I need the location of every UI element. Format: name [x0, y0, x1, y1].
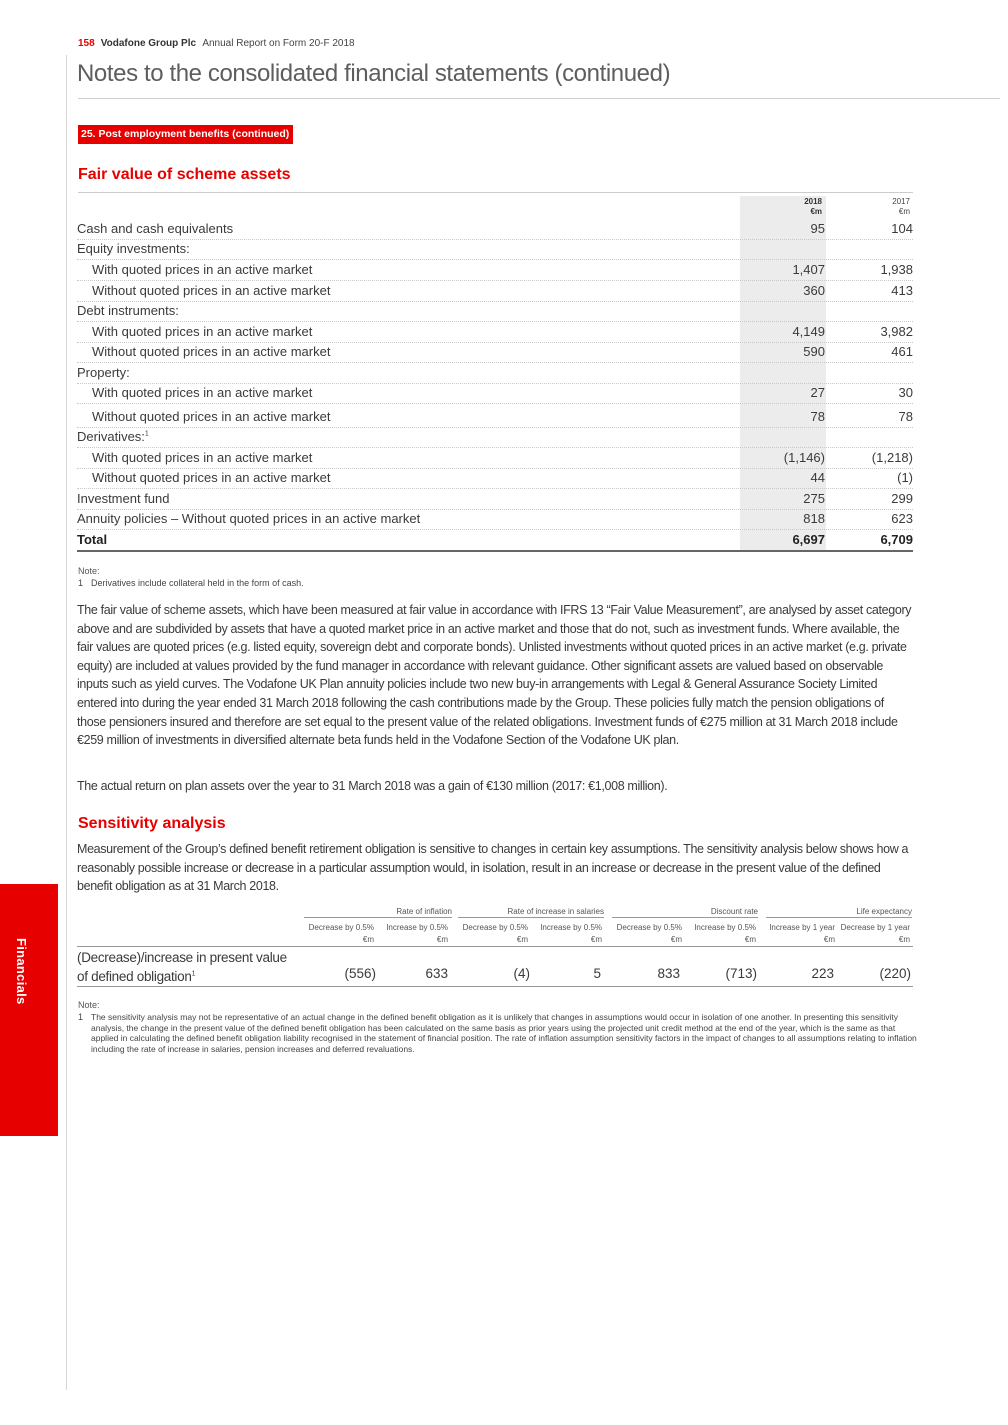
table-row	[77, 427, 913, 448]
sensitivity-heading: Sensitivity analysis	[78, 815, 226, 832]
sensitivity-value: 5	[593, 966, 601, 981]
row-label	[77, 427, 149, 447]
value-2018: 44	[810, 470, 825, 485]
subcol-label: Decrease by 0.5%	[308, 923, 374, 932]
subcol-header	[612, 922, 682, 946]
value-2018: 590	[803, 344, 825, 359]
subcol-header	[304, 922, 374, 946]
subcol-label: Increase by 0.5%	[540, 923, 602, 932]
col-2017-year: 2017	[892, 197, 910, 206]
value-2017: 623	[891, 511, 913, 526]
report-name: Annual Report on Form 20-F 2018	[202, 38, 355, 49]
subcol-label: Decrease by 1 year	[840, 923, 910, 932]
subcol-header	[458, 922, 528, 946]
value-2017: (1,218)	[871, 450, 913, 465]
table-row	[77, 342, 913, 363]
sensitivity-note-label: Note:	[78, 1000, 100, 1010]
assets-note-text: Derivatives include collateral held in the form of cash.	[91, 578, 304, 588]
subcol-label: Increase by 0.5%	[694, 923, 756, 932]
value-2018: 1,407	[792, 262, 825, 277]
value-2018: 95	[810, 221, 825, 236]
return-paragraph: The actual return on plan assets over the year to 31 March 2018 was a gain of €130 million (2017: €1,008 million).	[77, 779, 668, 793]
table-row	[77, 239, 913, 260]
subcol-unit: €m	[823, 935, 835, 944]
value-2018: 6,697	[792, 532, 825, 547]
col-2018-header	[764, 197, 822, 217]
value-2018: 818	[803, 511, 825, 526]
row-label: Annuity policies – Without quoted prices in an active market	[77, 511, 421, 526]
assets-note-number: 1	[78, 578, 84, 588]
subcol-unit: €m	[436, 935, 448, 944]
subcol-unit: €m	[516, 935, 528, 944]
subcol-unit: €m	[362, 935, 374, 944]
section-side-tab	[0, 884, 58, 1136]
table-row	[77, 383, 913, 404]
row-label: Equity investments:	[77, 241, 190, 256]
subcol-unit: €m	[898, 935, 910, 944]
row-label: Cash and cash equivalents	[77, 221, 234, 236]
section-tag: 25. Post employment benefits (continued)	[78, 125, 293, 144]
sensitivity-value: 223	[811, 966, 834, 981]
subcol-unit: €m	[744, 935, 756, 944]
row-label: Without quoted prices in an active market	[92, 344, 331, 359]
company-name: Vodafone Group Plc	[100, 38, 197, 49]
assets-heading-rule	[78, 192, 913, 193]
row-label: Property:	[77, 365, 130, 380]
table-row	[77, 219, 913, 240]
side-tab-label: Financials	[14, 938, 29, 1005]
assets-note-label: Note:	[78, 566, 100, 576]
value-2017: 6,709	[880, 532, 913, 547]
title-divider	[78, 98, 1000, 99]
sensitivity-value: (556)	[344, 966, 376, 981]
assets-paragraph: The fair value of scheme assets, which have been measured at fair value in accordance with IFRS 13 “Fair Value Measurement”, are analysed by asset category above and are subdivided by assets that have a quoted market price in an active market and those that do not, such as investment funds. Where available, the fair values are quoted prices (e.g. listed equity, sovereign debt and corporate bonds). Unlisted investments without quoted prices in an active market (e.g. private equity) are included at values provided by the fund manager in accordance with relevant guidance. Other significant assets are valued based on observable inputs such as yield curves. The Vodafone UK Plan annuity policies include two new buy-in arrangements with Legal & General Assurance Society Limited entered into during the year ended 31 March 2018 following the cash contributions made by the Group. These policies fully match the pension obligations of those pensioners insured and therefore are set equal to the present value of the related obligations. Investment funds of €275 million at 31 March 2018 include €259 million of investments in diversified alternate beta funds held in the Vodafone Section of the Vodafone UK plan.	[77, 603, 912, 748]
sensitivity-note-number: 1	[78, 1012, 84, 1022]
sensitivity-intro: Measurement of the Group’s defined benefit retirement obligation is sensitive to changes in certain key assumptions. The sensitivity analysis below shows how a reasonably possible increase or decrease in a particular assumption would, in isolation, result in an increase or decrease in the present value of the defined benefit obligation as at 31 March 2018.	[77, 842, 909, 894]
row-label: Without quoted prices in an active market	[92, 470, 331, 485]
value-2018: 4,149	[792, 324, 825, 339]
value-2017: (1)	[897, 470, 913, 485]
table-row	[77, 468, 913, 489]
sensitivity-value: (220)	[879, 966, 911, 981]
row-label: With quoted prices in an active market	[92, 324, 313, 339]
running-header	[78, 38, 355, 49]
table-row	[77, 281, 913, 302]
page-title: Notes to the consolidated financial statements (continued)	[77, 60, 671, 87]
value-2017: 461	[891, 344, 913, 359]
table-row	[77, 489, 913, 510]
subcol-label: Increase by 0.5%	[386, 923, 448, 932]
table-row	[77, 509, 913, 530]
total-row	[77, 530, 913, 552]
value-2017: 3,982	[880, 324, 913, 339]
assets-heading: Fair value of scheme assets	[78, 166, 291, 183]
row-label: Debt instruments:	[77, 303, 179, 318]
sensitivity-row-divider	[77, 946, 913, 947]
subcol-label: Increase by 1 year	[769, 923, 835, 932]
col-2017-unit: €m	[898, 207, 910, 216]
sensitivity-value: 833	[657, 966, 680, 981]
table-row	[77, 301, 913, 322]
group-rate-of-salaries: Rate of increase in salaries	[458, 906, 604, 918]
subcol-label: Decrease by 0.5%	[462, 923, 528, 932]
sensitivity-value: 633	[425, 966, 448, 981]
table-row	[77, 322, 913, 343]
row-label: With quoted prices in an active market	[92, 262, 313, 277]
row-label: Without quoted prices in an active market	[92, 283, 331, 298]
page-number: 158	[78, 38, 95, 49]
subcol-unit: €m	[590, 935, 602, 944]
row-label-line2-wrap	[77, 967, 287, 986]
row-label: Without quoted prices in an active market	[92, 409, 331, 424]
col-2018-year: 2018	[804, 197, 822, 206]
value-2017: 299	[891, 491, 913, 506]
row-label-line1: (Decrease)/increase in present value	[77, 950, 287, 965]
sensitivity-value: (713)	[725, 966, 757, 981]
value-2017: 78	[898, 409, 913, 424]
row-label: Total	[77, 532, 108, 547]
derivatives-label: Derivatives:	[77, 429, 145, 444]
table-row	[77, 407, 913, 428]
row-label: With quoted prices in an active market	[92, 385, 313, 400]
subcol-header	[534, 922, 602, 946]
value-2017: 30	[898, 385, 913, 400]
sensitivity-note-text: The sensitivity analysis may not be representative of an actual change in the defined benefit obligation as it is unlikely that changes in assumptions would occur in isolation of one another. In presenting this sensitivity analysis, the change in the present value of the defined benefit obligation has been calculated on the same basis as prior years using the projected unit credit method at the end of the year, which is the same as that applied in calculating the defined benefit obligation liability recognised in the statement of financial position. The rate of inflation assumption sensitivity factors in the impact of changes to all assumptions relating to inflation including the rate of increase in salaries, pension increases and deferred revaluations.	[91, 1012, 917, 1054]
row-label: With quoted prices in an active market	[92, 450, 313, 465]
footnote-marker: 1	[144, 430, 149, 438]
value-2018: 78	[810, 409, 825, 424]
subcol-header	[688, 922, 756, 946]
footnote-marker: 1	[191, 970, 196, 978]
group-rate-of-inflation: Rate of inflation	[304, 906, 452, 918]
value-2017: 413	[891, 283, 913, 298]
subcol-header	[839, 922, 910, 946]
value-2017: 1,938	[880, 262, 913, 277]
value-2018: (1,146)	[783, 450, 825, 465]
subcol-label: Decrease by 0.5%	[616, 923, 682, 932]
value-2017: 104	[891, 221, 913, 236]
col-2018-unit: €m	[810, 207, 822, 216]
row-label-line2: of defined obligation	[77, 969, 192, 984]
group-discount-rate: Discount rate	[612, 906, 758, 918]
table-row	[77, 260, 913, 281]
subcol-header	[764, 922, 835, 946]
subcol-unit: €m	[670, 935, 682, 944]
group-life-expectancy: Life expectancy	[766, 906, 912, 918]
sensitivity-row-label	[77, 948, 287, 986]
table-row	[77, 448, 913, 469]
value-2018: 27	[810, 385, 825, 400]
page-margin-line	[66, 55, 67, 1390]
value-2018: 275	[803, 491, 825, 506]
table-row	[77, 363, 913, 384]
value-2018: 360	[803, 283, 825, 298]
col-2017-header	[852, 197, 910, 217]
sensitivity-value: (4)	[513, 966, 530, 981]
row-label: Investment fund	[77, 491, 170, 506]
sensitivity-bottom-rule	[77, 986, 913, 987]
subcol-header	[380, 922, 448, 946]
